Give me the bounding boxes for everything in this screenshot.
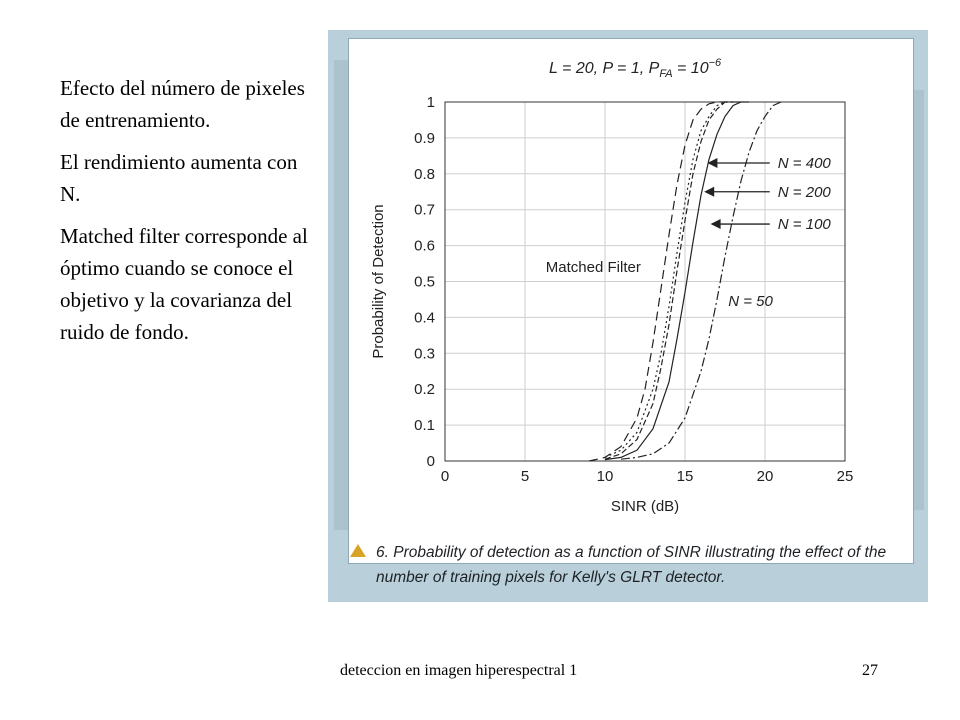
y-tick-label: 0.9 <box>414 129 435 147</box>
y-tick-label: 0.6 <box>414 237 435 255</box>
page-number: 27 <box>862 662 878 679</box>
paragraph-performance: El rendimiento aumenta con N. <box>60 150 298 206</box>
y-tick-label: 0.4 <box>414 309 435 327</box>
paragraph-training-pixels: Efecto del número de pixeles de entrenamiento. <box>60 76 305 132</box>
y-tick-label: 0 <box>426 453 435 470</box>
x-axis-label: SINR (dB) <box>610 498 680 515</box>
annotation-arrowhead <box>704 187 714 197</box>
series-line <box>605 102 749 460</box>
annotation-label: Matched Filter <box>545 259 641 277</box>
x-tick-label: 20 <box>756 468 774 485</box>
figure-caption: 6. Probability of detection as a function of SINR illustrating the effect of the number of training pixels for Kelly's GLRT detector. <box>376 544 887 586</box>
y-tick-label: 0.5 <box>414 273 435 291</box>
x-tick-label: 10 <box>596 468 614 485</box>
annotation-label: N = 100 <box>777 216 831 234</box>
y-tick-label: 0.1 <box>414 417 435 435</box>
y-axis-label: Probability of Detection <box>370 204 387 359</box>
annotation-label: N = 200 <box>777 183 831 201</box>
y-tick-label: 0.3 <box>414 345 435 363</box>
x-tick-label: 5 <box>520 468 530 485</box>
y-tick-label: 0.7 <box>414 201 435 219</box>
y-tick-label: 0.2 <box>414 381 435 399</box>
series-line <box>621 102 781 459</box>
chart <box>349 39 913 539</box>
x-tick-label: 25 <box>836 468 854 485</box>
slide-text <box>60 72 322 358</box>
annotation-label: N = 400 <box>777 155 831 173</box>
y-tick-label: 1 <box>426 94 435 111</box>
chart-title: L = 20, P = 1, $P_{FA} = 10^{-6}$ <box>549 57 722 80</box>
x-tick-label: 0 <box>440 468 450 485</box>
footer-title: deteccion en imagen hiperespectral 1 <box>340 662 578 679</box>
annotation-label: N = 50 <box>728 293 773 311</box>
bleed-through-texture <box>334 60 348 530</box>
chart-panel <box>348 38 914 564</box>
triangle-marker-icon <box>350 544 366 557</box>
scanned-figure <box>328 30 928 602</box>
annotation-arrowhead <box>711 219 721 229</box>
y-tick-label: 0.8 <box>414 165 435 183</box>
paragraph-matched-filter: Matched filter corresponde al óptimo cuando se conoce el objetivo y la covarianza del ruido de fondo. <box>60 224 308 344</box>
x-tick-label: 15 <box>676 468 694 485</box>
